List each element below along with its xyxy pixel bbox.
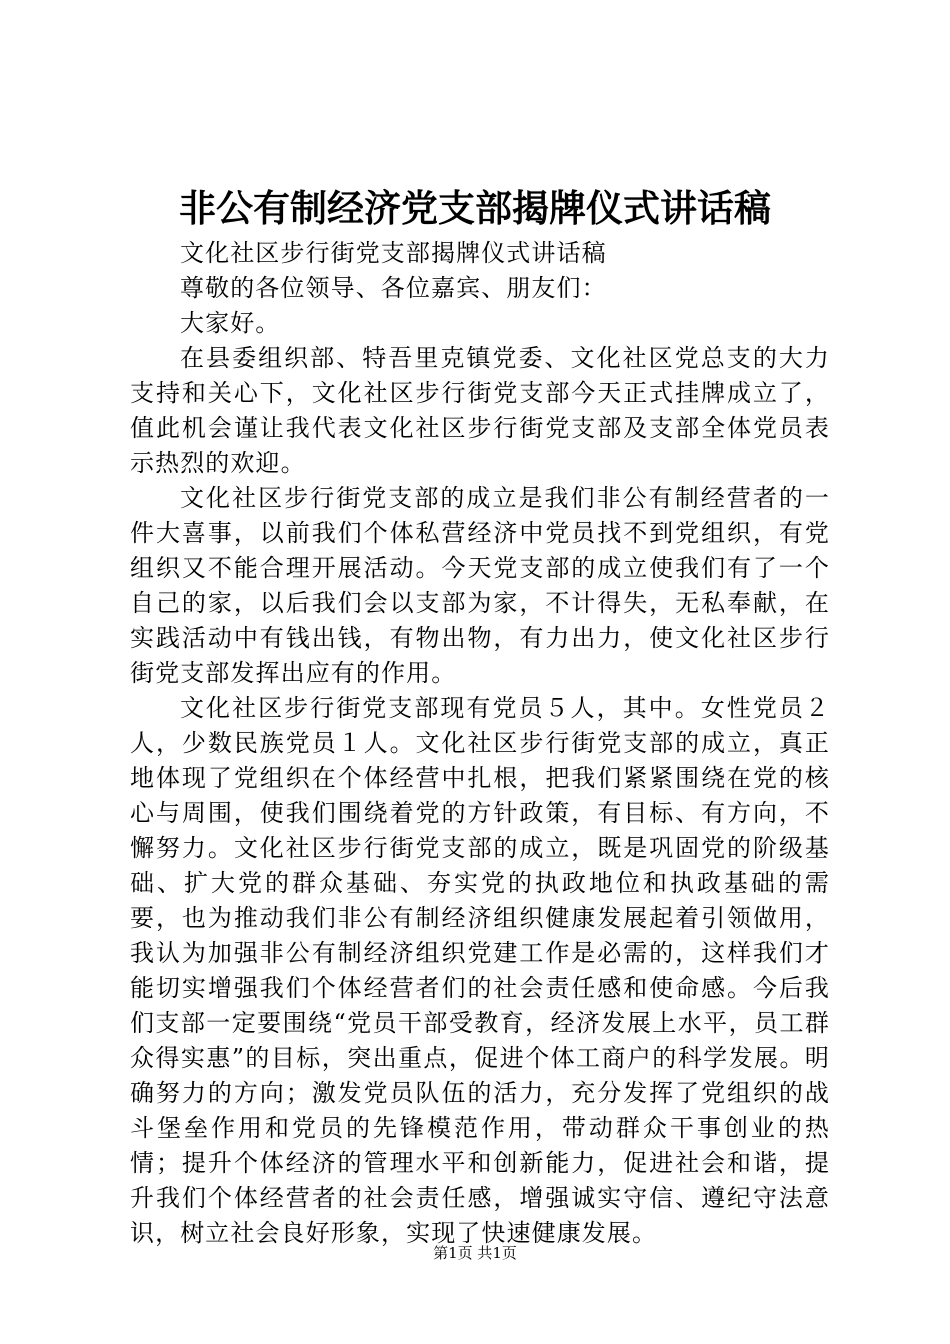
salutation: 尊敬的各位领导、各位嘉宾、朋友们：: [180, 274, 607, 302]
speech-subtitle: 文化社区步行街党支部揭牌仪式讲话稿: [180, 239, 607, 267]
body-paragraph: 文化社区步行街党支部的成立是我们非公有制经营者的一件大喜事，以前我们个体私营经济中党员找不到党组织，有党组织又不能合理开展活动。今天党支部的成立使我们有了一个自己的家，以后我们会以支部为家，不计得失，无私奉献，在实践活动中有钱出钱，有物出物，有力出力，使文化社区步行街党支部发挥出应有的作用。: [130, 484, 830, 687]
body-paragraph: 文化社区步行街党支部现有党员５人，其中。女性党员２人，少数民族党员１人。文化社区步行街党支部的成立，真正地体现了党组织在个体经营中扎根，把我们紧紧围绕在党的核心与周围，使我们围绕着党的方针政策，有目标、有方向，不懈努力。文化社区步行街党支部的成立，既是巩固党的阶级基础、扩大党的群众基础、夯实党的执政地位和执政基础的需要，也为推动我们非公有制经济组织健康发展起着引领做用，我认为加强非公有制经济组织党建工作是必需的，这样我们才能切实增强我们个体经营者们的社会责任感和使命感。今后我们支部一定要围绕“党员干部受教育，经济发展上水平，员工群众得实惠”的目标，突出重点，促进个体工商户的科学发展。明确努力的方向；激发党员队伍的活力，充分发挥了党组织的战斗堡垒作用和党员的先锋模范作用，带动群众干事创业的热情；提升个体经济的管理水平和创新能力，促进社会和谐，提升我们个体经营者的社会责任感，增强诚实守信、遵纪守法意识，树立社会良好形象，实现了快速健康发展。: [130, 694, 830, 1247]
page-title: 非公有制经济党支部揭牌仪式讲话稿: [179, 187, 771, 230]
document-body: [130, 236, 830, 1251]
page-footer: 第1页 共1页: [433, 1244, 517, 1262]
greeting: 大家好。: [180, 309, 281, 337]
body-paragraph: 在县委组织部、特吾里克镇党委、文化社区党总支的大力支持和关心下，文化社区步行街党支部今天正式挂牌成立了，值此机会谨让我代表文化社区步行街党支部及支部全体党员表示热烈的欢迎。: [130, 344, 830, 477]
